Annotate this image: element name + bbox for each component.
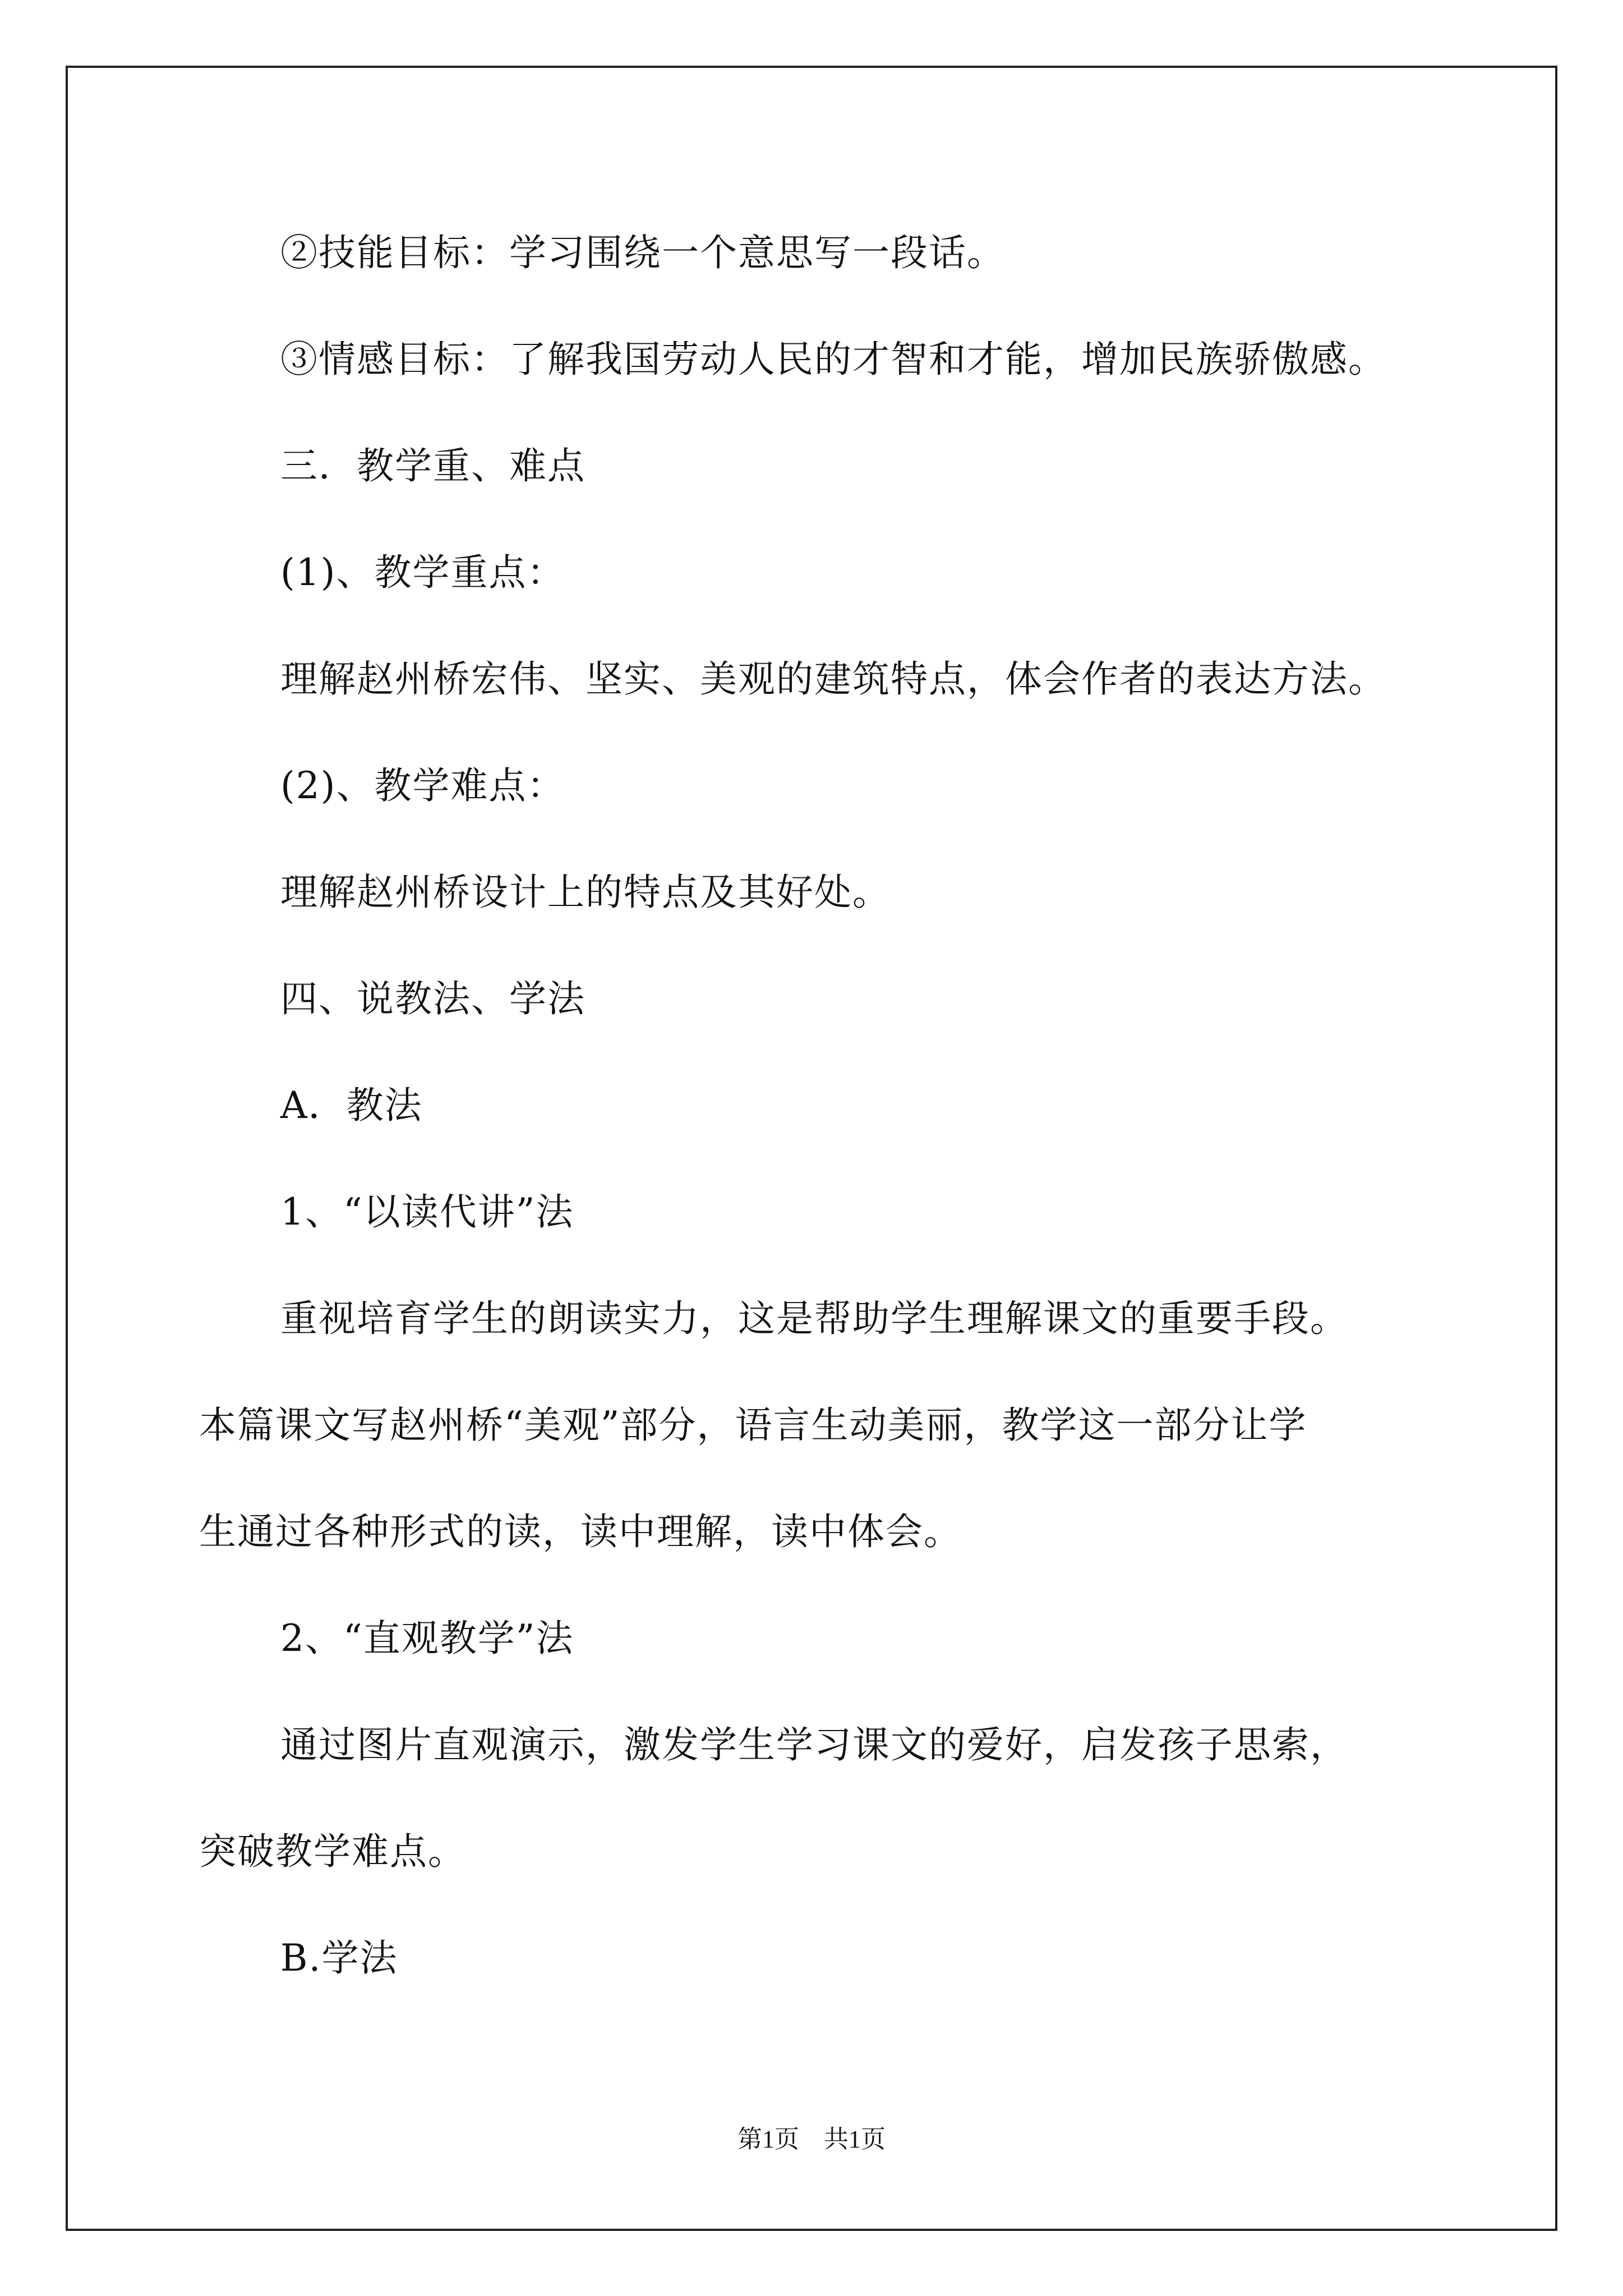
page-number-total: 共1页 xyxy=(824,2125,886,2153)
paragraph-line: 本篇课文写赵州桥“美观”部分，语言生动美丽，教学这一部分让学 xyxy=(199,1404,1307,1447)
subheading: A．教法 xyxy=(280,1084,423,1127)
subheading: (2)、教学难点： xyxy=(280,764,565,807)
paragraph-line: 生通过各种形式的读，读中理解，读中体会。 xyxy=(199,1510,962,1553)
method-heading: 2、“直观教学”法 xyxy=(280,1617,574,1660)
page-footer xyxy=(0,2127,1623,2152)
paragraph-line: 通过图片直观演示，激发学生学习课文的爱好，启发孩子思索， xyxy=(280,1723,1348,1766)
paragraph-line: 突破教学难点。 xyxy=(199,1830,466,1873)
method-heading: 1、“以读代讲”法 xyxy=(280,1190,574,1234)
paragraph-line: 理解赵州桥宏伟、坚实、美观的建筑特点，体会作者的表达方法。 xyxy=(280,657,1386,701)
page-number-current: 第1页 xyxy=(737,2125,799,2153)
skill-goal-line: ②技能目标：学习围绕一个意思写一段话。 xyxy=(280,231,1005,274)
paragraph-line: 重视培育学生的朗读实力，这是帮助学生理解课文的重要手段。 xyxy=(280,1297,1348,1340)
subheading: (1)、教学重点： xyxy=(280,551,565,594)
subheading: B.学法 xyxy=(280,1936,398,1980)
section-heading: 三．教学重、难点 xyxy=(280,444,585,487)
paragraph-line: 理解赵州桥设计上的特点及其好处。 xyxy=(280,871,891,914)
emotion-goal-line: ③情感目标：了解我国劳动人民的才智和才能，增加民族骄傲感。 xyxy=(280,338,1386,381)
section-heading: 四、说教法、学法 xyxy=(280,977,585,1020)
